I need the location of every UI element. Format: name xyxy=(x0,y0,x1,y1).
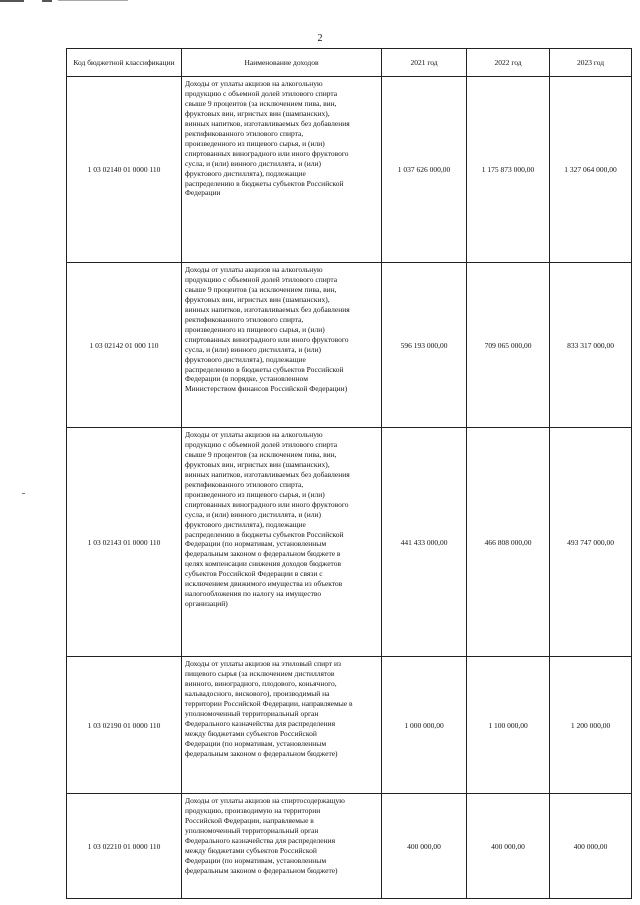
row-amount-2021: 1 000 000,00 xyxy=(382,657,467,794)
row-code: 1 03 02210 01 0000 110 xyxy=(67,794,182,899)
table-row xyxy=(67,794,632,899)
scan-speck xyxy=(22,493,25,494)
table-row xyxy=(67,263,632,428)
row-name: Доходы от уплаты акцизов на алкогольную продукцию с объемной долей этилового спирта свыше 9 процентов (за исключением пива, вин, фруктовых вин, игристых вин (шампанских), винных напитков, изготавливаемых без добавления ректификованного этилового спирта, произведенного из пищевого сырья, и (или) спиртованных виноградного или иного фруктового сусла, и (или) винного дистиллята, и (или) фруктового дистиллята), подлежащие распределению в бюджеты субъектов Российской Федерации (по нормативам, установленным федеральным законом о федеральном бюджете в целях компенсации снижения доходов бюджетов субъектов Российской Федерации в связи с исключением движимого имущества из объектов налогообложения по налогу на имущество организаций) xyxy=(182,428,382,657)
table-row xyxy=(67,657,632,794)
row-amount-2021: 596 193 000,00 xyxy=(382,263,467,428)
table-header-row xyxy=(67,49,632,77)
row-amount-2021: 1 037 626 000,00 xyxy=(382,77,467,263)
row-name: Доходы от уплаты акцизов на алкогольную продукцию с объемной долей этилового спирта свыше 9 процентов (за исключением пива, вин, фруктовых вин, игристых вин (шампанских), винных напитков, изготавливаемых без добавления ректификованного этилового спирта, произведенного из пищевого сырья, и (или) спиртованных виноградного или иного фруктового сусла, и (или) винного дистиллята, и (или) фруктового дистиллята), подлежащие распределению в бюджеты субъектов Российской Федерации (в порядке, установленном Министерством финансов Российской Федерации) xyxy=(182,263,382,428)
row-amount-2022: 400 000,00 xyxy=(467,794,550,899)
row-code: 1 03 02190 01 0000 110 xyxy=(67,657,182,794)
row-amount-2023: 1 327 064 000,00 xyxy=(550,77,632,263)
row-amount-2022: 709 065 000,00 xyxy=(467,263,550,428)
row-name: Доходы от уплаты акцизов на этиловый спирт из пищевого сырья (за исключением дистиллятов винного, виноградного, плодового, коньячного, кальвадосного, вискового), производимый на территории Российской Федерации, направляемые в уполномоченный территориальный орган Федерального казначейства для распределения между бюджетами субъектов Российской Федерации (по нормативам, установленным федеральным законом о федеральном бюджете) xyxy=(182,657,382,794)
row-amount-2021: 400 000,00 xyxy=(382,794,467,899)
row-code: 1 03 02140 01 0000 110 xyxy=(67,77,182,263)
row-name: Доходы от уплаты акцизов на алкогольную продукцию с объемной долей этилового спирта свыше 9 процентов (за исключением пива, вин, фруктовых вин, игристых вин (шампанских), винных напитков, изготавливаемых без добавления ректификованного этилового спирта, произведенного из пищевого сырья, и (или) спиртованных виноградного или иного фруктового сусла, и (или) винного дистиллята, и (или) фруктового дистиллята), подлежащие распределению в бюджеты субъектов Российской Федерации xyxy=(182,77,382,263)
header-year-1: 2021 год xyxy=(382,49,467,77)
header-code: Код бюджетной классификации xyxy=(67,49,182,77)
row-name: Доходы от уплаты акцизов на спиртосодержащую продукцию, производимую на территории Российской Федерации, направляемые в уполномоченный территориальный орган Федерального казначейства для распределения между бюджетами субъектов Российской Федерации (по нормативам, установленным федеральным законом о федеральном бюджете) xyxy=(182,794,382,899)
row-amount-2023: 833 317 000,00 xyxy=(550,263,632,428)
table-row xyxy=(67,77,632,263)
row-amount-2023: 400 000,00 xyxy=(550,794,632,899)
row-amount-2023: 493 747 000,00 xyxy=(550,428,632,657)
scan-artifact xyxy=(0,0,130,2)
row-amount-2022: 1 100 000,00 xyxy=(467,657,550,794)
row-code: 1 03 02142 01 000 110 xyxy=(67,263,182,428)
header-name: Наименование доходов xyxy=(182,49,382,77)
row-amount-2023: 1 200 000,00 xyxy=(550,657,632,794)
row-amount-2022: 1 175 873 000,00 xyxy=(467,77,550,263)
revenue-table xyxy=(66,48,632,899)
row-amount-2022: 466 808 000,00 xyxy=(467,428,550,657)
table-row xyxy=(67,428,632,657)
row-amount-2021: 441 433 000,00 xyxy=(382,428,467,657)
header-year-3: 2023 год xyxy=(550,49,632,77)
row-code: 1 03 02143 01 0000 110 xyxy=(67,428,182,657)
page-number: 2 xyxy=(317,33,323,44)
header-year-2: 2022 год xyxy=(467,49,550,77)
